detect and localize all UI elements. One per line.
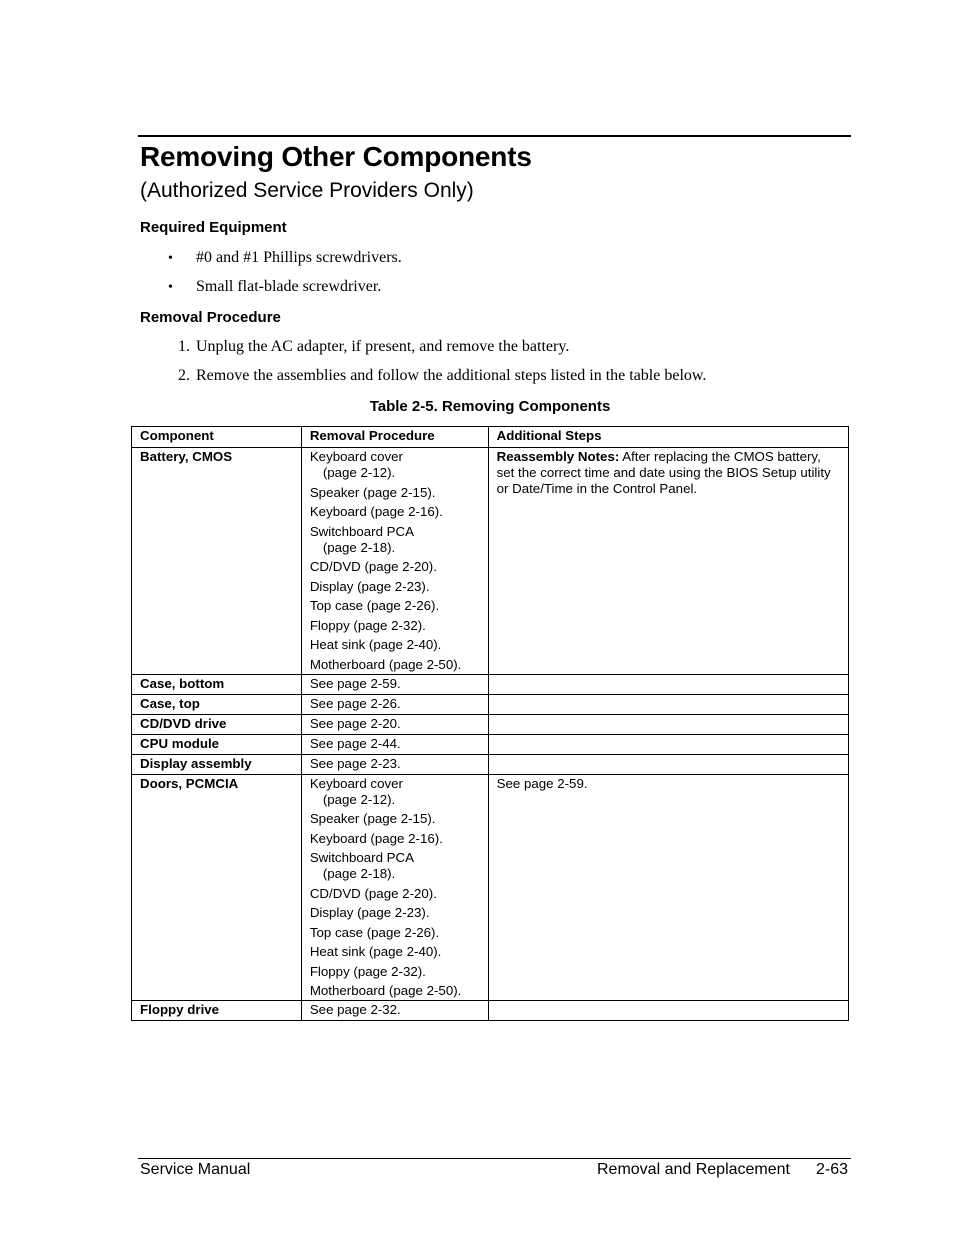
procedure-item: Top case (page 2-26). (309, 598, 440, 613)
component-cell: Case, bottom (132, 674, 302, 694)
procedure-cell: See page 2-59. (301, 674, 488, 694)
component-cell: Case, top (132, 694, 302, 714)
additional-steps-cell (488, 694, 848, 714)
step-number: 1. (178, 338, 190, 355)
table-row (132, 674, 849, 694)
column-header: Removal Procedure (301, 427, 488, 448)
equipment-item: Small flat-blade screwdriver. (196, 278, 382, 295)
procedure-item: Keyboard cover (page 2-12). (309, 449, 403, 480)
component-cell: Doors, PCMCIA (132, 774, 302, 1001)
component-cell: Display assembly (132, 754, 302, 774)
table-row (132, 694, 849, 714)
component-cell: CD/DVD drive (132, 714, 302, 734)
procedure-item: Floppy (page 2-32). (309, 617, 426, 633)
additional-steps-cell (488, 754, 848, 774)
additional-steps-cell (488, 674, 848, 694)
footer-rule (138, 1158, 851, 1159)
procedure-cell: See page 2-20. (301, 714, 488, 734)
step-text: Remove the assemblies and follow the additional steps listed in the table below. (196, 367, 707, 384)
procedure-item: Keyboard cover (page 2-12). (309, 775, 403, 807)
procedure-item: Display (page 2-23). (309, 905, 430, 920)
table-row (132, 774, 849, 1001)
table-row (132, 734, 849, 754)
additional-steps-cell (488, 448, 848, 675)
footer-page-number: 2-63 (816, 1161, 849, 1178)
bullet-icon: • (168, 251, 173, 266)
procedure-item: Top case (page 2-26). (309, 924, 440, 940)
procedure-item: Switchboard PCA (page 2-18). (309, 850, 415, 881)
components-table (131, 426, 849, 1021)
footer-section-title: Removal and Replacement (597, 1161, 790, 1178)
reassembly-notes-text: After replacing the CMOS battery, set the correct time and date using the BIOS Setup utility or Date/Time in the Control Panel. (496, 449, 831, 496)
procedure-item: Heat sink (page 2-40). (309, 637, 442, 652)
procedure-item: Heat sink (page 2-40). (309, 944, 442, 959)
table-row (132, 714, 849, 734)
additional-steps-cell: See page 2-59. (488, 774, 848, 1001)
procedure-item: Keyboard (page 2-16). (309, 830, 443, 846)
table-header-row (132, 427, 849, 448)
step-number: 2. (178, 367, 190, 384)
page-subtitle: (Authorized Service Providers Only) (140, 179, 474, 202)
procedure-cell: See page 2-23. (301, 754, 488, 774)
step-text: Unplug the AC adapter, if present, and remove the battery. (196, 338, 570, 355)
procedure-item: Display (page 2-23). (309, 578, 430, 594)
component-cell: Battery, CMOS (132, 448, 302, 675)
component-cell: CPU module (132, 734, 302, 754)
procedure-cell: See page 2-44. (301, 734, 488, 754)
procedure-cell (301, 774, 488, 1001)
table-row (132, 1001, 849, 1021)
page-title: Removing Other Components (140, 141, 532, 172)
procedure-item: Motherboard (page 2-50). (309, 656, 462, 672)
procedure-item: Speaker (page 2-15). (309, 811, 436, 826)
column-header: Additional Steps (488, 427, 848, 448)
table-row (132, 448, 849, 675)
additional-steps-cell (488, 714, 848, 734)
component-cell: Floppy drive (132, 1001, 302, 1021)
procedure-item: Speaker (page 2-15). (309, 484, 436, 500)
equipment-item: #0 and #1 Phillips screwdrivers. (196, 249, 402, 266)
column-header: Component (132, 427, 302, 448)
additional-steps-cell (488, 1001, 848, 1021)
procedure-item: Floppy (page 2-32). (309, 963, 426, 979)
procedure-cell: See page 2-26. (301, 694, 488, 714)
footer-manual-title: Service Manual (140, 1161, 251, 1178)
table-caption: Table 2-5. Removing Components (369, 398, 611, 415)
procedure-item: CD/DVD (page 2-20). (309, 885, 437, 901)
reassembly-notes-label: Reassembly Notes: (496, 449, 620, 464)
removal-procedure-heading: Removal Procedure (140, 309, 281, 326)
procedure-item: CD/DVD (page 2-20). (309, 559, 437, 574)
table-row (132, 754, 849, 774)
top-rule (138, 135, 851, 137)
procedure-cell (301, 448, 488, 675)
procedure-item: Keyboard (page 2-16). (309, 504, 443, 519)
procedure-item: Motherboard (page 2-50). (309, 983, 462, 998)
additional-steps-cell (488, 734, 848, 754)
bullet-icon: • (168, 280, 173, 295)
procedure-cell: See page 2-32. (301, 1001, 488, 1021)
required-equipment-heading: Required Equipment (140, 219, 287, 236)
procedure-item: Switchboard PCA (page 2-18). (309, 523, 415, 555)
